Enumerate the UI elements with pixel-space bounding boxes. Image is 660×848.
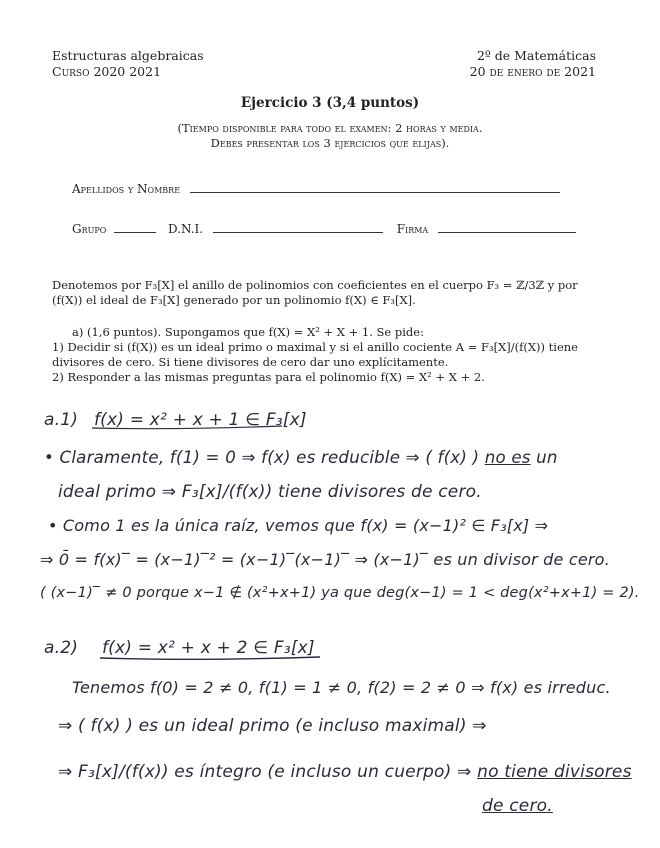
hw-line-3: • Como 1 es la única raíz, vemos que f(x) = (x−1)² ∈ F₃[x] ⇒ [48,516,549,535]
group-line[interactable] [114,220,156,233]
exercise-title: Ejercicio 3 (3,4 puntos) [240,95,420,111]
hw-line-1 [44,448,558,468]
hw-a2-line-4: de cero. [482,796,553,816]
hw-line-5: ( (x−1)‾ ≠ 0 porque x−1 ∉ (x²+x+1) ya que deg(x−1) = 1 < deg(x²+x+1) = 2). [40,585,640,601]
course-year: Curso 2020 2021 [52,64,162,79]
statement-part-a [52,325,602,385]
hw-a1-poly: f(x) = x² + x + 1 ∈ F₃[x] [94,410,307,430]
part-a-text: a) (1,6 puntos). Supongamos que f(X) = X² + X + 1. Se pide: [72,325,424,339]
item-2-text: 2) Responder a las mismas preguntas para el polinomio f(X) = X² + X + 2. [52,370,485,384]
time-line-2: Debes presentar los 3 ejercicios que elijas). [210,136,450,150]
time-instructions [0,121,660,151]
signature-label: Firma [396,222,429,236]
header-right [470,48,596,80]
hw-a2-poly: f(x) = x² + x + 2 ∈ F₃[x] [102,638,315,658]
header-left [52,48,204,80]
hw-line-2: ideal primo ⇒ F₃[x]/(f(x)) tiene divisores de cero. [58,482,482,502]
exam-date: 20 de enero de 2021 [469,64,596,79]
statement-intro [52,278,602,308]
hw-line-1-end: un [536,448,558,468]
hw-a2-line-3-text: ⇒ F₃[x]/(f(x)) es íntegro (e incluso un cuerpo) ⇒ [58,762,472,782]
course-name: Estructuras algebraicas [52,48,204,63]
name-label: Apellidos y Nombre [72,182,181,196]
time-line-1: (Tiempo disponible para todo el examen: 2 horas y media. [177,121,483,135]
dni-label: D.N.I. [167,222,204,236]
hw-line-1-text: • Claramente, f(1) = 0 ⇒ f(x) es reducible ⇒ ( f(x) ) [44,448,480,468]
intro-text: Denotemos por F₃[X] el anillo de polinomios con coeficientes en el cuerpo F₃ = ℤ/3ℤ y por (f(X)) el ideal de F₃[X] generado por un polinomio f(X) ∈ F₃[X]. [52,278,578,307]
hw-a2-label: a.2) [44,638,79,658]
hw-a1-label: a.1) [44,410,79,430]
signature-line[interactable] [438,220,576,233]
hw-a2-line-2: ⇒ ( f(x) ) es un ideal primo (e incluso maximal) ⇒ [58,716,487,736]
hw-a2-line-1: Tenemos f(0) = 2 ≠ 0, f(1) = 1 ≠ 0, f(2) = 2 ≠ 0 ⇒ f(x) es irreduc. [72,678,611,697]
hw-a2-line-3 [58,762,632,782]
hw-line-4: ⇒ 0̄ = f(x)‾ = (x−1)‾² = (x−1)‾(x−1)‾ ⇒ (x−1)‾ es un divisor de cero. [40,550,610,569]
name-field [72,180,560,196]
degree: 2º de Matemáticas [476,48,596,63]
dni-line[interactable] [213,220,383,233]
id-fields [72,220,576,236]
group-label: Grupo [72,222,107,236]
name-line[interactable] [190,180,560,193]
hw-line-1-neg: no es [484,448,531,468]
hw-a2-line-3-end: no tiene divisores [477,762,632,782]
item-1-text: 1) Decidir si (f(X)) es un ideal primo o maximal y si el anillo cociente A = F₃[X]/(f(X)) tiene divisores de cero. Si tiene divisores de cero dar uno explícitamente. [52,340,578,369]
